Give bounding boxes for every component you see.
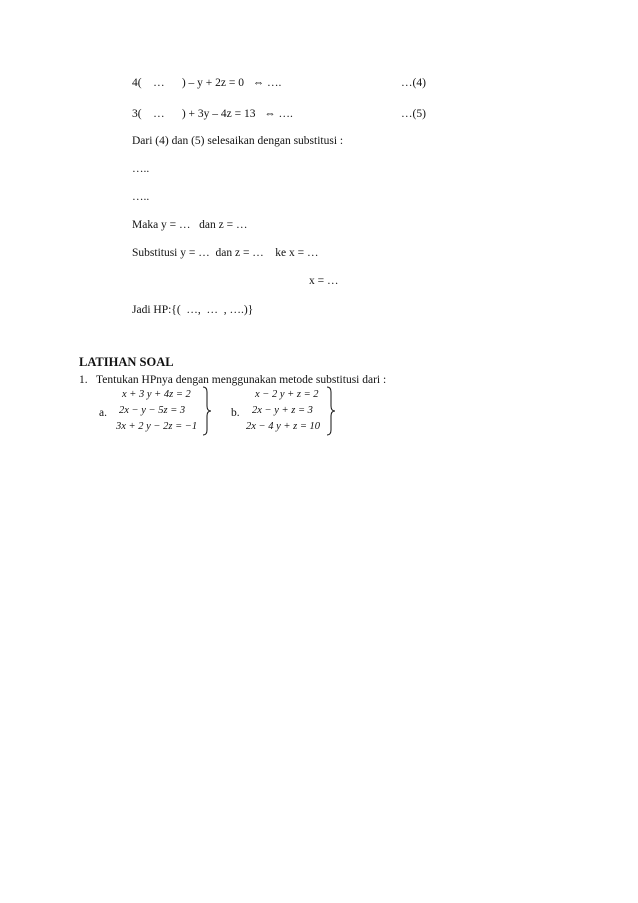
result-y-z: Maka y = … dan z = … [132,219,248,231]
system-b-label: b. [231,407,240,419]
system-a-eq2: 2x − y − 5z = 3 [119,405,186,416]
system-a-eq3: 3x + 2 y − 2z = −1 [116,421,198,432]
placeholder-line-2: ….. [132,191,150,203]
system-a-brace [201,386,213,436]
placeholder-line-1: ….. [132,163,150,175]
section-heading: LATIHAN SOAL [79,355,174,369]
system-b-eq2: 2x − y + z = 3 [252,405,313,416]
system-a-label: a. [99,407,107,419]
system-a-eq1: x + 3 y + 4z = 2 [122,389,191,400]
equation-5-left: 3( … ) + 3y – 4z = 13 ⇔ …. [132,108,293,120]
solution-set: Jadi HP:{( …, … , ….)} [132,304,254,316]
instruction-text: Dari (4) dan (5) selesaikan dengan substitusi : [132,135,344,147]
substitution-line: Substitusi y = … dan z = … ke x = … [132,247,319,259]
result-x: x = … [309,275,339,287]
equation-4-ref: …(4) [401,77,426,89]
system-b-brace [325,386,337,436]
equation-5-ref: …(5) [401,108,426,120]
system-b-eq1: x − 2 y + z = 2 [255,389,319,400]
system-b-eq3: 2x − 4 y + z = 10 [246,421,321,432]
question-1: 1. Tentukan HPnya dengan menggunakan metode substitusi dari : [79,374,387,386]
equation-4-left: 4( … ) – y + 2z = 0 ⇔ …. [132,77,282,89]
